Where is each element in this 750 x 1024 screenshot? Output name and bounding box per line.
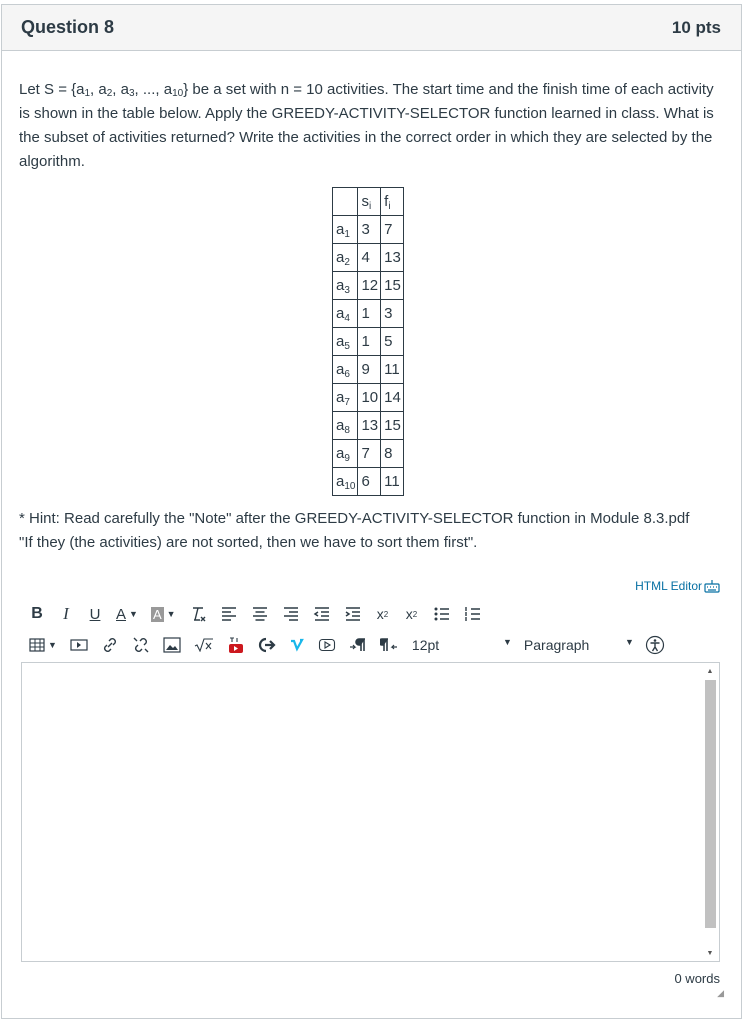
finish-time-cell: 15: [381, 412, 404, 440]
hint-line-1: * Hint: Read carefully the "Note" after the GREEDY-ACTIVITY-SELECTOR function in Module 8.3.pdf: [19, 510, 690, 527]
activities-table: [332, 187, 404, 496]
block-format-select[interactable]: [524, 637, 634, 653]
word-count: 0 words: [674, 971, 720, 986]
activity-label-cell: $a_6$: [333, 356, 358, 384]
finish-time-cell: 5: [381, 328, 404, 356]
start-time-cell: 7: [358, 440, 381, 468]
play-icon: [318, 637, 336, 653]
start-time-cell: 3: [358, 216, 381, 244]
finish-time-cell: 8: [381, 440, 404, 468]
outdent-button[interactable]: [310, 602, 334, 626]
answer-editor[interactable]: [21, 662, 720, 962]
scroll-up-icon[interactable]: ▲: [706, 667, 714, 675]
unlink-button[interactable]: [129, 633, 153, 657]
accessibility-icon: [645, 635, 665, 655]
chevron-down-icon: ▼: [625, 637, 634, 647]
finish-time-cell: 3: [381, 300, 404, 328]
ltr-button[interactable]: [346, 633, 370, 657]
table-row: [333, 468, 404, 496]
table-row: [333, 272, 404, 300]
hint-text: [19, 507, 729, 555]
image-button[interactable]: [160, 633, 184, 657]
align-left-icon: [220, 606, 238, 622]
activity-label-cell: $a_1$: [333, 216, 358, 244]
italic-button[interactable]: I: [63, 604, 69, 623]
youtube-icon: [227, 636, 245, 654]
finish-time-cell: 13: [381, 244, 404, 272]
outdent-icon: [313, 606, 331, 622]
font-size-select[interactable]: [412, 637, 512, 653]
question-points: 10 pts: [671, 17, 721, 37]
align-center-icon: [251, 606, 269, 622]
table-row: [333, 384, 404, 412]
arrow-right-icon: [258, 637, 276, 653]
align-right-button[interactable]: [279, 602, 303, 626]
chevron-down-icon: ▼: [48, 640, 57, 650]
table-button[interactable]: [26, 633, 60, 657]
paragraph-rtl-icon: [380, 637, 398, 653]
media-icon: [70, 638, 88, 652]
subscript-button[interactable]: x 2: [405, 606, 418, 622]
numbered-list-icon: [464, 606, 482, 622]
indent-button[interactable]: [341, 602, 365, 626]
activity-label-cell: $a_8$: [333, 412, 358, 440]
table-row: [333, 216, 404, 244]
finish-time-cell: 7: [381, 216, 404, 244]
start-time-cell: 10: [358, 384, 381, 412]
editor-toolbar-row-2: [26, 633, 716, 657]
align-right-icon: [282, 606, 300, 622]
square-root-icon: [194, 638, 214, 652]
scrollbar-thumb[interactable]: [705, 680, 716, 928]
table-row: [333, 300, 404, 328]
start-time-cell: 6: [358, 468, 381, 496]
video-button[interactable]: [315, 633, 339, 657]
finish-time-cell: 11: [381, 356, 404, 384]
activity-label-cell: $a_5$: [333, 328, 358, 356]
superscript-button[interactable]: x 2: [376, 606, 389, 622]
resize-handle-icon[interactable]: ◢: [717, 988, 724, 998]
accessibility-checker-button[interactable]: [642, 633, 668, 657]
activity-label-cell: $a_9$: [333, 440, 358, 468]
table-header-row: [333, 188, 404, 216]
image-icon: [163, 637, 181, 653]
underline-button[interactable]: U: [89, 605, 101, 623]
start-time-header: $s_i$: [358, 188, 381, 216]
start-time-cell: 13: [358, 412, 381, 440]
font-size-value: 12pt: [411, 637, 440, 653]
html-editor-link[interactable]: [635, 579, 720, 593]
question-header: [2, 5, 741, 51]
vimeo-button[interactable]: [286, 633, 308, 657]
start-time-cell: 1: [358, 300, 381, 328]
font-color-label: A: [116, 605, 127, 623]
html-editor-label[interactable]: HTML Editor: [635, 579, 702, 593]
link-button[interactable]: [98, 633, 122, 657]
scroll-down-icon[interactable]: ▼: [706, 949, 714, 957]
bullet-list-icon: [433, 606, 451, 622]
youtube-button[interactable]: [224, 633, 248, 657]
question-title: Question 8: [21, 17, 115, 37]
block-format-value: Paragraph: [523, 637, 590, 653]
bg-color-label: A: [152, 606, 162, 622]
activity-label-cell: $a_4$: [333, 300, 358, 328]
table-row: [333, 328, 404, 356]
start-time-cell: 9: [358, 356, 381, 384]
activity-label-cell: $a_2$: [333, 244, 358, 272]
indent-icon: [344, 606, 362, 622]
table-row: [333, 412, 404, 440]
chevron-down-icon: ▼: [503, 637, 512, 647]
media-button[interactable]: [67, 633, 91, 657]
bold-button[interactable]: B: [31, 605, 43, 622]
link-icon: [101, 636, 119, 654]
activity-label-cell: $a_3$: [333, 272, 358, 300]
paragraph-ltr-icon: [349, 637, 367, 653]
keyboard-icon: [704, 579, 720, 593]
clear-formatting-icon: [189, 605, 207, 623]
table-row: [333, 244, 404, 272]
finish-time-cell: 14: [381, 384, 404, 412]
editor-toolbar-row-1: [26, 602, 492, 626]
equation-button[interactable]: [191, 633, 217, 657]
clear-formatting-button[interactable]: [186, 602, 210, 626]
table-icon: [29, 638, 45, 652]
question-text: Let $S = \{a_1$, $a_2$, $a_3$, ..., $a_{10}$} be a set with n = 10 activities. The start time and the finish time of each activity is shown in the table below. Apply the GREEDY-ACTIVITY-SELECTOR function learned in class. What is the subset of activities returned? Write the activities in the correct order in which they are selected by the algorithm.: [19, 81, 714, 170]
start-time-cell: 1: [358, 328, 381, 356]
editor-scrollbar[interactable]: [702, 664, 718, 960]
hint-line-2: "If they (the activities) are not sorted, then we have to sort them first".: [19, 534, 478, 551]
activity-label-cell: $a_{10}$: [333, 468, 358, 496]
finish-time-header: $f_i$: [381, 188, 404, 216]
chevron-down-icon: ▼: [129, 609, 138, 619]
background-color-button[interactable]: [148, 602, 179, 626]
start-time-cell: 12: [358, 272, 381, 300]
finish-time-cell: 11: [381, 468, 404, 496]
align-center-button[interactable]: [248, 602, 272, 626]
table-row: [333, 356, 404, 384]
external-tool-button[interactable]: [255, 633, 279, 657]
chevron-down-icon: ▼: [166, 609, 176, 619]
table-row: [333, 440, 404, 468]
align-left-button[interactable]: [217, 602, 241, 626]
numbered-list-button[interactable]: [461, 602, 485, 626]
start-time-cell: 4: [358, 244, 381, 272]
table-corner-cell: [333, 188, 358, 216]
rtl-button[interactable]: [377, 633, 401, 657]
vimeo-icon: [289, 637, 305, 653]
unlink-icon: [132, 636, 150, 654]
font-color-button[interactable]: [113, 602, 141, 626]
bullet-list-button[interactable]: [430, 602, 454, 626]
activity-label-cell: $a_7$: [333, 384, 358, 412]
finish-time-cell: 15: [381, 272, 404, 300]
